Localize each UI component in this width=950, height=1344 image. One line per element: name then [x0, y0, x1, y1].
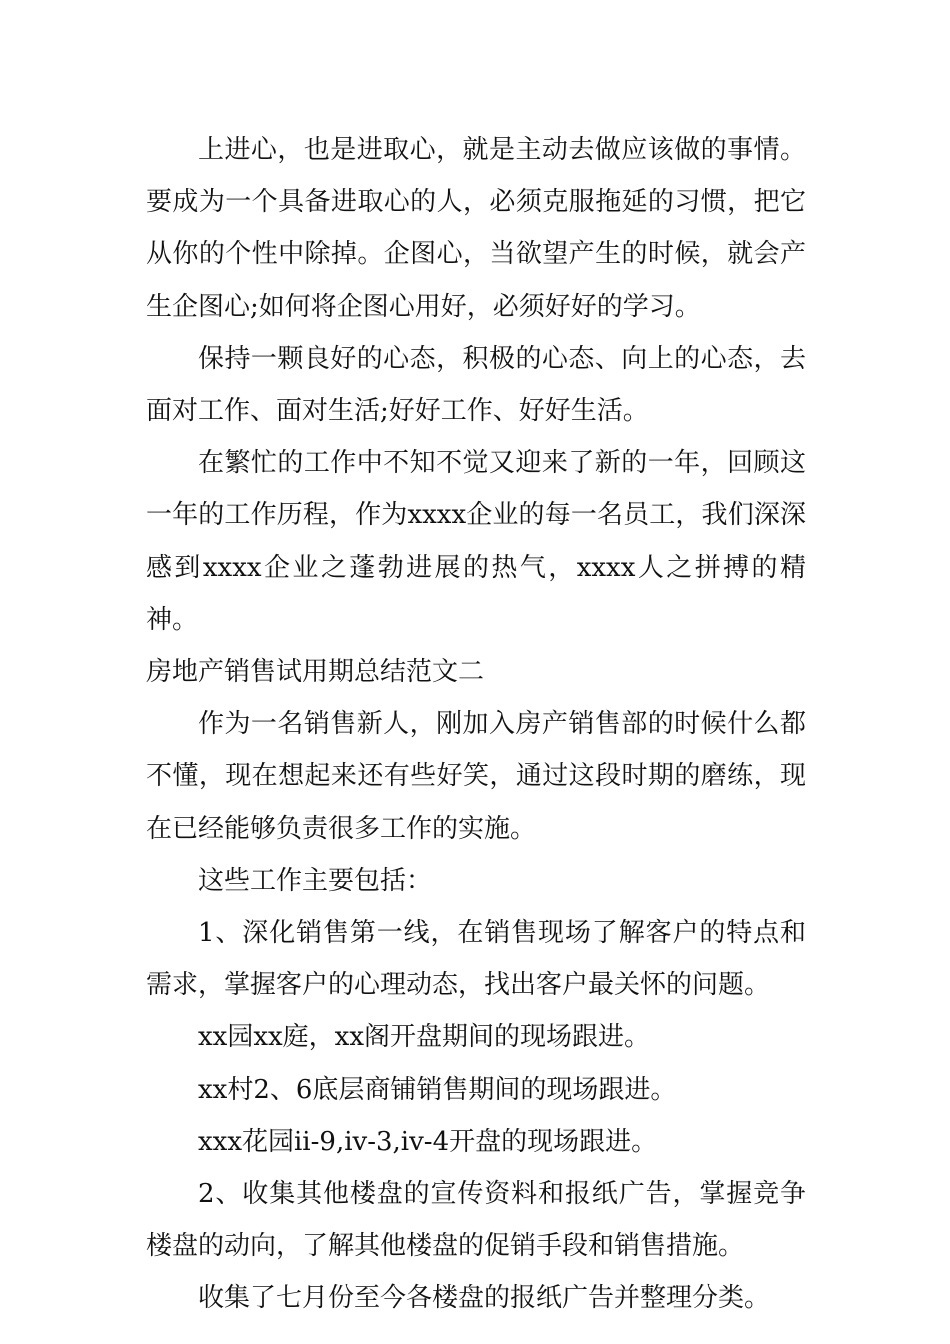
document-body	[146, 124, 806, 1325]
list-subitem-village: xx村2、6底层商铺销售期间的现场跟进。	[198, 1074, 677, 1105]
section-heading: 房地产销售试用期总结范文二	[146, 657, 485, 688]
list-subitem-huayuan: xxx花园ii-9,iv-3,iv-4开盘的现场跟进。	[198, 1126, 658, 1157]
paragraph-year-review: 在繁忙的工作中不知不觉又迎来了新的一年，回顾这一年的工作历程，作为xxxx企业的每一名员工，我们深深感到xxxx企业之蓬勃进展的热气，xxxx人之拼搏的精神。	[146, 448, 806, 635]
list-subitem-garden: xx园xx庭，xx阁开盘期间的现场跟进。	[198, 1022, 650, 1053]
list-item-2: 2、收集其他楼盘的宣传资料和报纸广告，掌握竞争楼盘的动向，了解其他楼盘的促销手段和销售措施。	[146, 1179, 806, 1262]
paragraph-work-intro: 这些工作主要包括：	[198, 865, 433, 896]
list-item-1: 1、深化销售第一线，在销售现场了解客户的特点和需求，掌握客户的心理动态，找出客户最关怀的问题。	[146, 918, 806, 1001]
paragraph-ads-collected: 收集了七月份至今各楼盘的报纸广告并整理分类。	[198, 1283, 771, 1314]
paragraph-attitude: 保持一颗良好的心态，积极的心态、向上的心态，去面对工作、面对生活;好好工作、好好生活。	[146, 343, 806, 427]
paragraph-new-salesperson: 作为一名销售新人，刚加入房产销售部的时候什么都不懂，现在想起来还有些好笑，通过这段时期的磨练，现在已经能够负责很多工作的实施。	[146, 709, 806, 844]
paragraph-ambition: 上进心，也是进取心，就是主动去做应该做的事情。要成为一个具备进取心的人，必须克服拖延的习惯，把它从你的个性中除掉。企图心，当欲望产生的时候，就会产生企图心;如何将企图心用好，必须好好的学习。	[146, 135, 806, 322]
